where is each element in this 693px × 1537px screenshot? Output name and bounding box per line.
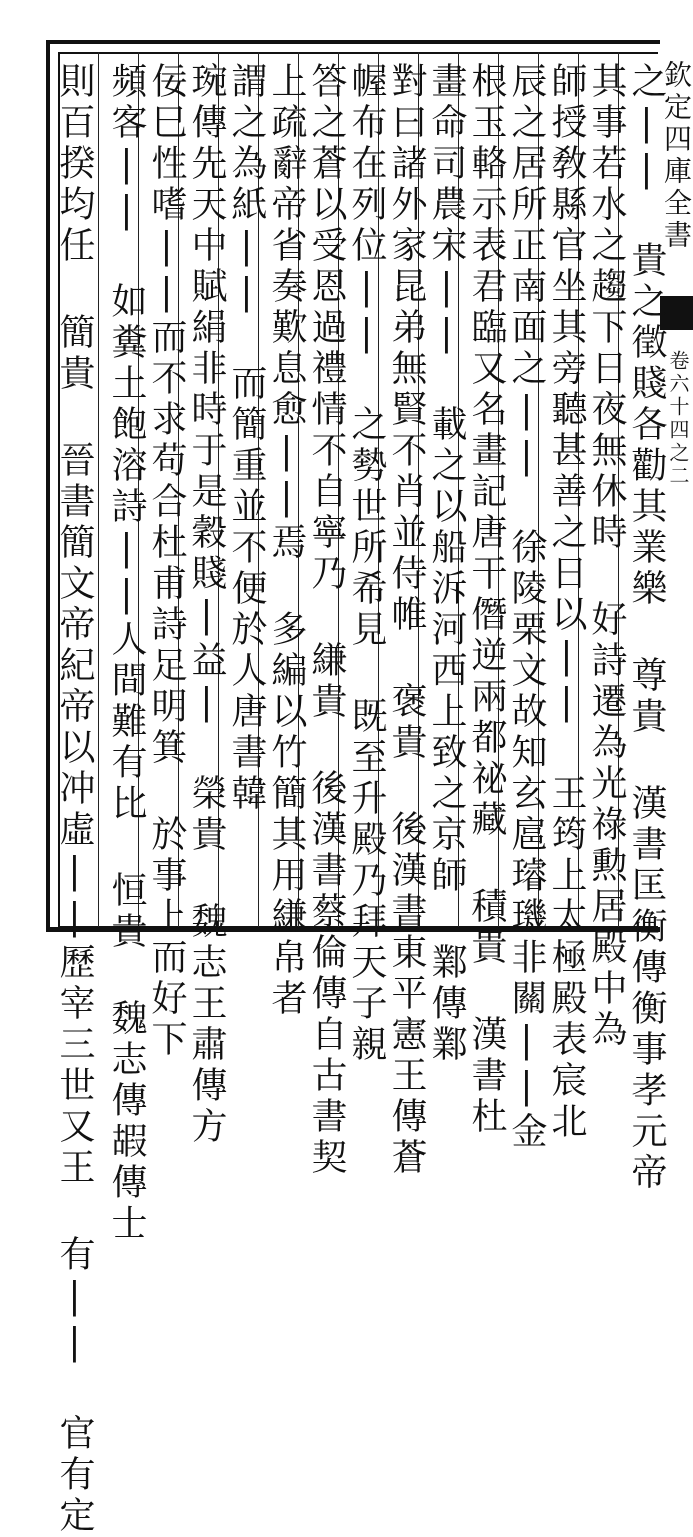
column-text: 則百揆均任 簡貴 晉書簡文帝紀帝以冲虛||歷宰三世又王 有|| 官有定 <box>54 62 95 1537</box>
column-text: 上疏辭帝省奏歎息愈||焉 多編以竹簡其用縑帛者 <box>266 62 307 1020</box>
chapter-label: 卷六十四之二 <box>666 350 690 488</box>
column-text: 之|| 貴之徵賤各勸其業樂 尊貴 漢書匡衡傳衡事孝元帝 <box>626 62 667 1194</box>
text-column <box>100 62 152 1245</box>
column-text: 謂之為紙|| 而簡重並不便於人唐書韓 <box>226 62 267 815</box>
frame-inner-top-line <box>60 52 658 54</box>
column-text: 琬傳先天中賦絹非時于是穀賤|益| 榮貴 魏志王肅傳方 <box>186 62 227 1148</box>
column-text: 根玉輅示表君臨又名畫記唐干僭逆兩都祕藏 積貴 漢書杜 <box>466 62 507 1138</box>
column-text: 辰之居所正南面之|| 徐陵栗文故知玄扈璿璣非關||金 <box>506 62 547 1153</box>
column-text: 答之蒼以受恩過禮情不自寧乃 縑貴 後漢書蔡倫傳自古書契 <box>306 62 347 1179</box>
column-text: 頻客|| 如糞土飽溶詩||人間難有比 恒貴 魏志傳嘏傳士 <box>106 62 147 1245</box>
column-text: 畫命司農宋|| 載之以船泝河西上致之京師 鄴傳鄴 <box>426 62 467 1066</box>
column-text: 對曰諸外家昆弟無賢不肖並侍帷 褒貴 後漢書東平憲王傳蒼 <box>386 62 427 1179</box>
text-column <box>54 62 100 1537</box>
column-text: 師授敎縣官坐其旁聽甚善之日以|| 王筠上太極殿表宸北 <box>546 62 587 1143</box>
column-text: 佞巳性嗜||而不求苟合杜甫詩足明箕 於事上而好下 <box>146 62 187 1061</box>
book-title: 欽定四庫全書 <box>660 60 693 252</box>
column-text: 其事若水之趨下日夜無休時 好詩遷為光祿勲居殿中為 <box>586 62 627 1051</box>
column-text: 幄布在列位|| 之勢世所希見 既至升殿乃拜天子親 <box>346 62 387 1066</box>
